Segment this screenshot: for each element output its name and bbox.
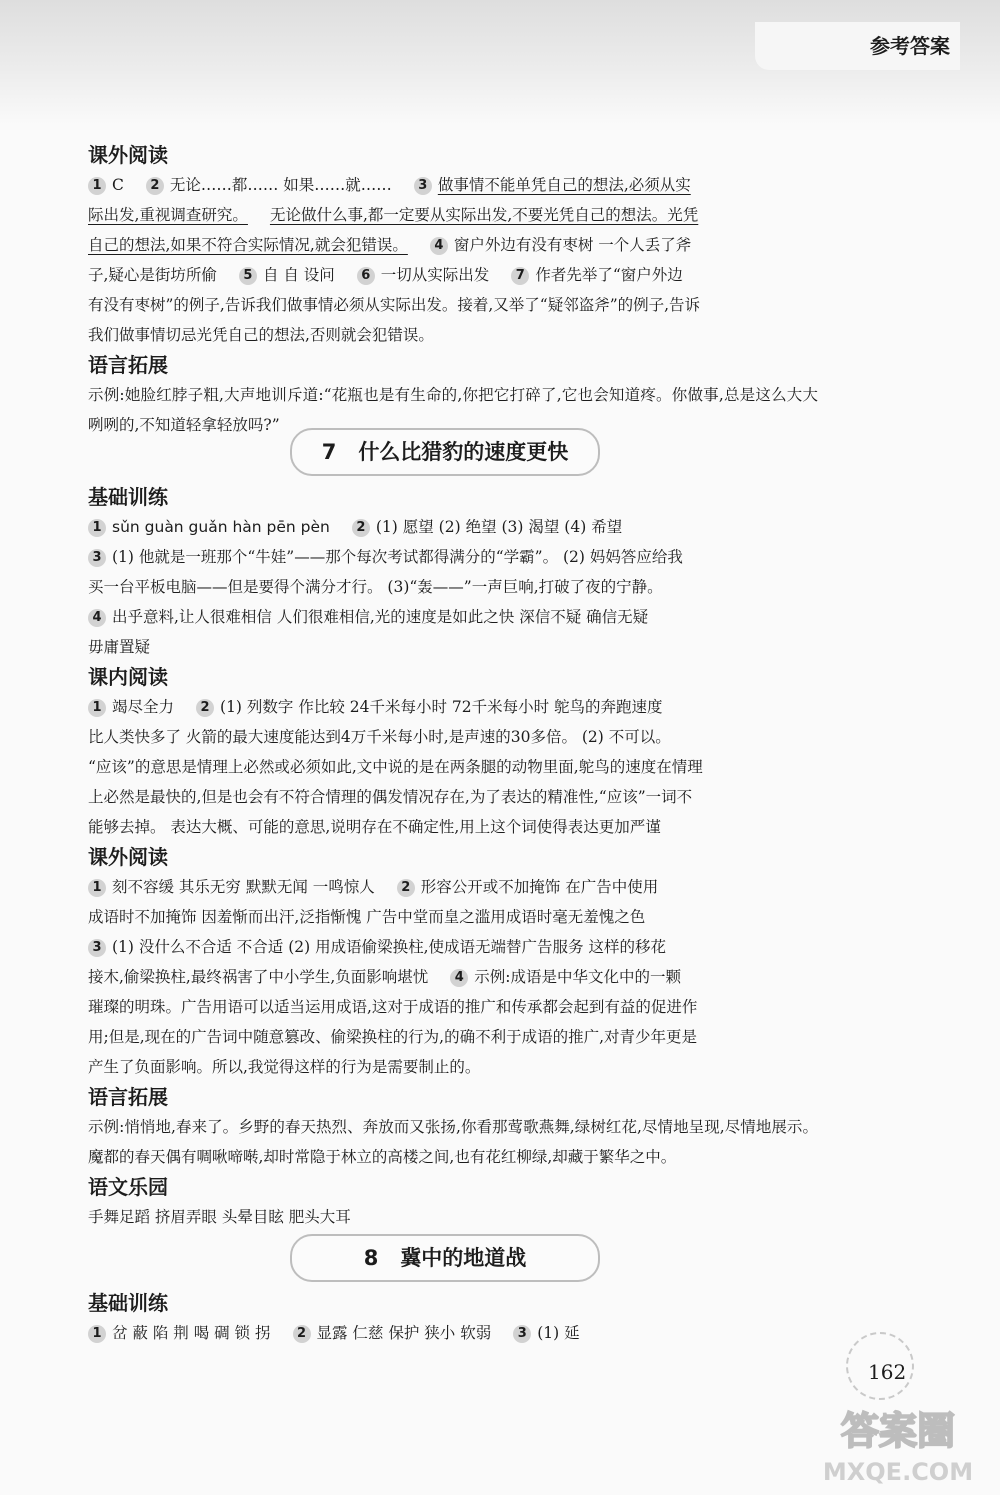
answer-text: (1) 列数字 作比较 24千米每小时 72千米每小时 鸵鸟的奔跑速度 <box>220 698 663 716</box>
answer-line: 用;但是,现在的广告词中随意篡改、偷梁换柱的行为,的确不利于成语的推广,对青少年更是 <box>88 1028 698 1046</box>
pinyin-answer: sǔn guàn guǎn hàn pēn pèn <box>112 518 330 536</box>
question-number: 2 <box>196 699 214 717</box>
section-heading: 基础训练 <box>88 1291 168 1315</box>
underlined-answer: 做事情不能单凭自己的想法,必须从实 <box>437 176 691 194</box>
answer-text: 子,疑心是街坊所偷 <box>88 266 217 284</box>
answer-line: 成语时不加掩饰 因羞惭而出汗,泛指惭愧 广告中堂而皇之滥用成语时毫无羞愧之色 <box>88 908 646 926</box>
question-number: 3 <box>414 177 432 195</box>
lesson-7-title-banner <box>290 428 600 476</box>
question-number: 1 <box>88 177 106 195</box>
underlined-answer: 际出发,重视调查研究。 <box>88 206 248 224</box>
answer-line: 璀璨的明珠。广告用语可以适当运用成语,这对于成语的推广和传承都会起到有益的促进作 <box>88 998 698 1016</box>
answer-text: (1) 愿望 (2) 绝望 (3) 渴望 (4) 希望 <box>375 518 623 536</box>
answer-text: 竭尽全力 <box>112 698 175 716</box>
answer-line <box>88 1318 818 1348</box>
answer-text: (1) 延 <box>537 1324 580 1342</box>
section-outside-reading-prev <box>88 140 818 440</box>
answer-line: 买一台平板电脑——但是要得个满分才行。 (3)“轰——”一声巨响,打破了夜的宁静。 <box>88 578 663 596</box>
language-extension-text: 示例:她脸红脖子粗,大声地训斥道:“花瓶也是有生命的,你把它打碎了,它也会知道疼。你做事,总是这么大大咧咧的,不知道轻拿轻放吗?” <box>88 386 818 434</box>
answer-line <box>88 872 818 902</box>
answer-text: 一切从实际出发 <box>380 266 490 284</box>
answer-line <box>88 512 818 542</box>
answer-text: 显露 仁慈 保护 狭小 软弱 <box>316 1324 492 1342</box>
question-number: 4 <box>450 969 468 987</box>
question-number: 2 <box>397 879 415 897</box>
question-number: 4 <box>430 237 448 255</box>
answer-line: “应该”的意思是情理上必然或必须如此,文中说的是在两条腿的动物里面,鸵鸟的速度在情理 <box>88 758 703 776</box>
answer-text: (1) 没什么不合适 不合适 (2) 用成语偷梁换柱,使成语无端替广告服务 这样的移花 <box>112 938 666 956</box>
question-number: 1 <box>88 519 106 537</box>
question-number: 4 <box>88 609 106 627</box>
answer-text: 窗户外边有没有枣树 一个人丢了斧 <box>453 236 692 254</box>
answer-line <box>88 542 818 572</box>
question-number: 5 <box>239 267 257 285</box>
question-number: 1 <box>88 699 106 717</box>
question-number: 1 <box>88 1325 106 1343</box>
lesson-title: 冀中的地道战 <box>400 1246 527 1270</box>
answer-text: 出乎意料,让人很难相信 人们很难相信,光的速度是如此之快 深信不疑 确信无疑 <box>112 608 649 626</box>
answer-line <box>88 170 818 200</box>
answer-line: 毋庸置疑 <box>88 638 151 656</box>
idiom-answers: 手舞足蹈 挤眉弄眼 头晕目眩 肥头大耳 <box>88 1208 351 1226</box>
answer-text: 作者先举了“窗户外边 <box>535 266 683 284</box>
answer-line <box>88 602 818 632</box>
page-number: 162 <box>868 1360 907 1384</box>
section-heading: 语言拓展 <box>88 353 168 377</box>
answer-line: 我们做事情切忌光凭自己的想法,否则就会犯错误。 <box>88 326 434 344</box>
answer-text: C <box>112 176 124 194</box>
underlined-answer: 无论做什么事,都一定要从实际出发,不要光凭自己的想法。光凭 <box>269 206 699 224</box>
question-number: 2 <box>352 519 370 537</box>
answer-line <box>88 230 818 260</box>
answer-line <box>88 200 818 230</box>
section-heading: 课外阅读 <box>88 143 168 167</box>
question-number: 7 <box>511 267 529 285</box>
answer-line <box>88 692 818 722</box>
answer-text: 示例:成语是中华文化中的一颗 <box>474 968 682 986</box>
watermark-logo <box>808 1400 988 1488</box>
language-extension-text: 示例:悄悄地,春来了。乡野的春天热烈、奔放而又张扬,你看那莺歌燕舞,绿树红花,尽情地呈现,尽情地展示。魔都的春天偶有啁啾啼啭,却时常隐于林立的高楼之间,也有花红柳绿,却藏于繁华之中。 <box>88 1118 818 1166</box>
answer-line <box>88 932 818 962</box>
section-heading: 语言拓展 <box>88 1085 168 1109</box>
question-number: 2 <box>146 177 164 195</box>
answer-line: 有没有枣树”的例子,告诉我们做事情必须从实际出发。接着,又举了“疑邻盗斧”的例子,告诉 <box>88 296 701 314</box>
watermark-url: MXQE.COM <box>822 1458 974 1486</box>
question-number: 2 <box>293 1325 311 1343</box>
lesson-8-content <box>88 1288 818 1348</box>
answer-text: 形容公开或不加掩饰 在广告中使用 <box>420 878 659 896</box>
lesson-7-content <box>88 482 818 1232</box>
question-number: 3 <box>88 939 106 957</box>
answer-line: 能够去掉。 表达大概、可能的意思,说明存在不确定性,用上这个词使得表达更加严谨 <box>88 818 661 836</box>
answer-line: 上必然是最快的,但是也会有不符合情理的偶发情况存在,为了表达的精准性,“应该”一词不 <box>88 788 693 806</box>
question-number: 3 <box>88 549 106 567</box>
question-number: 1 <box>88 879 106 897</box>
lesson-number: 8 <box>363 1246 379 1270</box>
answer-line: 产生了负面影响。所以,我觉得这样的行为是需要制止的。 <box>88 1058 481 1076</box>
underlined-answer: 自己的想法,如果不符合实际情况,就会犯错误。 <box>88 236 408 254</box>
lesson-number: 7 <box>321 440 337 464</box>
section-heading: 课外阅读 <box>88 845 168 869</box>
section-heading: 语文乐园 <box>88 1175 168 1199</box>
answer-line: 比人类快多了 火箭的最大速度能达到4万千米每小时,是声速的30多倍。 (2) 不可以。 <box>88 728 671 746</box>
answer-text: (1) 他就是一班那个“牛娃”——那个每次考试都得满分的“学霸”。 (2) 妈妈答应给我 <box>112 548 683 566</box>
answer-text: 无论……都…… 如果……就…… <box>169 176 392 194</box>
answer-text: 岔 蔽 陷 荆 喝 碉 锁 拐 <box>112 1324 271 1342</box>
question-number: 6 <box>357 267 375 285</box>
watermark-text: 答案圈 <box>840 1409 956 1453</box>
answer-text: 接木,偷梁换柱,最终祸害了中小学生,负面影响堪忧 <box>88 968 429 986</box>
answer-text: 自 自 设问 <box>262 266 335 284</box>
answer-line <box>88 260 818 290</box>
header-title: 参考答案 <box>755 22 960 70</box>
lesson-8-title-banner <box>290 1234 600 1282</box>
section-heading: 基础训练 <box>88 485 168 509</box>
lesson-title: 什么比猎豹的速度更快 <box>358 440 569 464</box>
answer-text: 刻不容缓 其乐无穷 默默无闻 一鸣惊人 <box>112 878 375 896</box>
question-number: 3 <box>513 1325 531 1343</box>
section-heading: 课内阅读 <box>88 665 168 689</box>
answer-line <box>88 962 818 992</box>
